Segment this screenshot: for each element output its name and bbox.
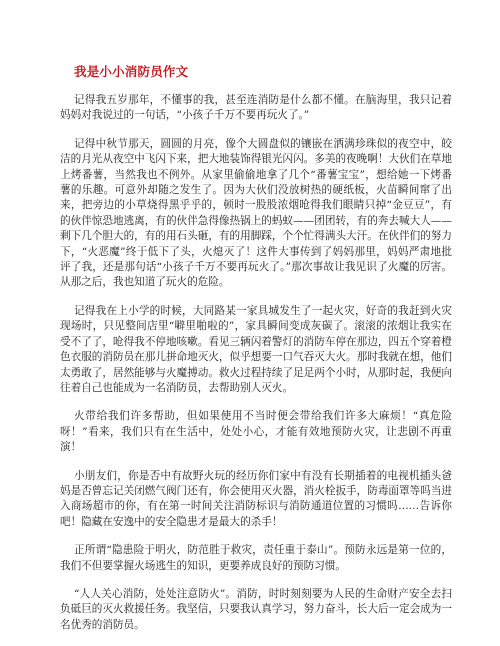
article <box>60 64 452 646</box>
paragraph-2: 记得中秋节那天，圆圆的月亮，像个大圆盘似的镶嵌在洒满珍珠似的夜空中，皎洁的月光从夜空中飞闪下来，把大地装饰得银光闪闪。多美的夜晚啊！大伙们在草地上烤番薯，当然我也不例外。从家里偷偷地拿了几个“番薯宝宝”，想给她一下烤番薯的乐趣。可意外却随之发生了。因为大伙们没放树热的硬纸板，火苗瞬间窜了出来，把旁边的小草烧得黑乎乎的，顿时一股股浓烟呛得我们眼睛只掉“金豆豆”，有的伙伴惊恐地逃离，有的伙伴急得像热锅上的蚂蚁——团团转，有的奔去喊大人——剩下几个胆大的，有的用石头砸，有的用脚踩，个个忙得满头大汗。在伙伴们的努力下，“火恶魔”终于低下了头，火熄灭了！这件大事传到了妈妈那里，妈妈严肃地批评了我，还是那句话“小孩子千万不要再玩火了。”那次事故让我见识了火魔的厉害。从那之后，我也知道了玩火的危险。 <box>60 137 452 289</box>
paragraph-3: 记得我在上小学的时候，大同路某一家具城发生了一起火灾，好奇的我赶到火灾现场时，只见整间店里“噼里啪啦的”，家具瞬间变成灰碳了。滚滚的浓烟让我实在受不了了，呛得我不停地咳嗽。看见三辆闪着警灯的消防车停在那边，四五个穿着橙色衣服的消防员在那儿拼命地灭火，似乎想要一口气吞灭大火。那时我就在想，他们太勇敢了，居然能够与火魔搏动。救火过程持续了足足两个小时，从那时起，我便向往着自己也能成为一名消防员，去帮助别人灭火。 <box>60 304 452 394</box>
paragraph-7: “人人关心消防，处处注意防火”。消防，时时刻刻要为人民的生命财产安全去扫负砥巨的灭火救援任务。我坚信，只要我认真学习，努力奋斗，长大后一定会成为一名优秀的消防员。 <box>60 587 452 631</box>
paragraph-6: 正所谓“隐患险于明火，防范胜于救灾，责任重于泰山”。预防永远是第一位的，我们不但要掌握火场逃生的知识，更要养成良好的预防习惯。 <box>60 544 452 572</box>
paragraph-5: 小朋友们，你是否中有故野火玩的经历你们家中有没有长期插着的电视机插头爸妈是否曾忘记关闭燃气阀门还有，你会使用灭火器，消火栓扳手，防毒面罩等吗当进入商场超市的你，有在第一时间关注消防标识与消防通道位置的习惯吗……告诉你吧！隐藏在安逸中的安全隐患才是最大的杀手！ <box>60 469 452 528</box>
paragraph-4: 火带给我们许多帮助，但如果使用不当时便会带给我们许多大麻烦！“真危险呀！”看来，我们只有在生活中，处处小心，才能有效地预防火灾，让悲剧不再重演！ <box>60 410 452 454</box>
paragraph-1: 记得我五岁那年，不懂事的我，甚至连消防是什么都不懂。在脑海里，我只记着妈妈对我说过的一句话，“小孩子千万不要再玩火了。” <box>60 94 452 122</box>
article-title: 我是小小消防员作文 <box>74 64 189 79</box>
